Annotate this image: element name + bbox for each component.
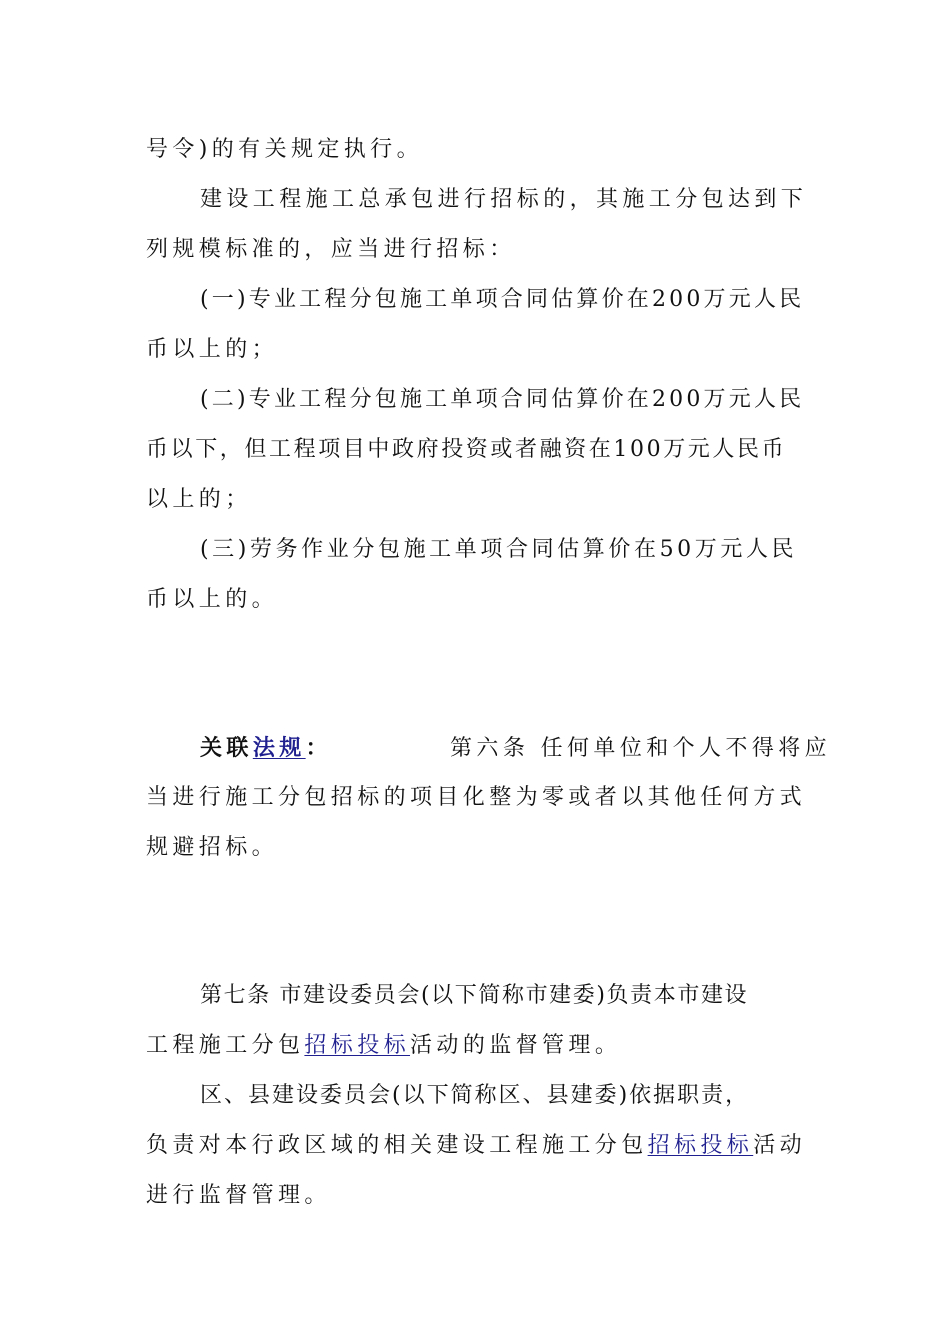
text-line: 号令)的有关规定执行。 — [146, 137, 423, 162]
regulation-link[interactable]: 法规 — [252, 735, 306, 761]
text-segment: 活动的监督管理。 — [410, 1033, 622, 1058]
related-regulation-line — [200, 728, 832, 768]
text-line: (一)专业工程分包施工单项合同估算价在200万元人民 — [200, 287, 805, 312]
article-six-text: 第六条 任何单位和个人不得将应 — [450, 736, 832, 761]
text-line: 规避招标。 — [146, 835, 279, 860]
text-line: 币以上的。 — [146, 587, 279, 612]
text-line: (三)劳务作业分包施工单项合同估算价在50万元人民 — [200, 537, 798, 562]
text-line: 建设工程施工总承包进行招标的，其施工分包达到下 — [200, 187, 808, 212]
text-line: 以上的； — [146, 487, 252, 512]
text-line: 第七条 市建设委员会(以下简称市建委)负责本市建设 — [200, 983, 749, 1008]
related-label: 关联 — [200, 735, 253, 761]
bidding-link[interactable]: 招标投标 — [304, 1033, 411, 1058]
text-line: (二)专业工程分包施工单项合同估算价在200万元人民 — [200, 387, 805, 412]
text-line: 列规模标准的，应当进行招标： — [146, 237, 516, 262]
text-line: 币以上的； — [146, 337, 279, 362]
text-line — [146, 1126, 806, 1166]
text-line: 当进行施工分包招标的项目化整为零或者以其他任何方式 — [146, 785, 807, 810]
bidding-link[interactable]: 招标投标 — [647, 1133, 754, 1158]
text-line: 进行监督管理。 — [146, 1183, 331, 1208]
text-line — [146, 1026, 806, 1066]
text-segment: 工程施工分包 — [146, 1033, 305, 1058]
related-colon: ： — [305, 735, 333, 761]
text-line: 区、县建设委员会(以下简称区、县建委)依据职责， — [200, 1083, 750, 1108]
text-segment: 负责对本行政区域的相关建设工程施工分包 — [146, 1133, 648, 1158]
text-segment: 活动 — [753, 1133, 807, 1158]
text-line: 币以下，但工程项目中政府投资或者融资在100万元人民币 — [146, 437, 787, 462]
